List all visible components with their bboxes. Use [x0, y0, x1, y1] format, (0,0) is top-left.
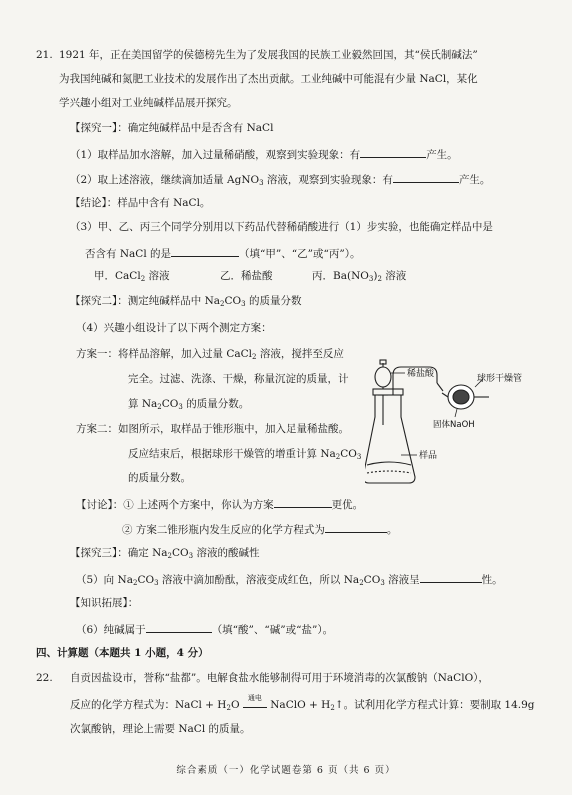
- plan-1-text-c: 算 Na: [128, 398, 158, 410]
- option-b: 乙．稀盐酸: [220, 270, 273, 282]
- option-a-text: 甲．CaCl: [94, 270, 141, 282]
- subscript: 2: [226, 704, 231, 712]
- label-sample: 样品: [419, 451, 438, 461]
- step-2: [70, 171, 490, 187]
- plan-2-text-b: CO: [340, 448, 357, 460]
- discussion-2-suffix: 。: [386, 524, 398, 536]
- plan-1-line-2: 完全。过滤、洗涤、干燥，称量沉淀的质量，计: [128, 373, 349, 385]
- step-5: [76, 571, 503, 587]
- label-dilute-hcl: 稀盐酸: [407, 369, 435, 379]
- subscript: 2: [330, 704, 335, 712]
- option-a-suffix: 溶液: [145, 270, 170, 282]
- section-4-heading: 四、计算题（本题共 1 小题，4 分）: [36, 647, 209, 659]
- step-6-suffix: （填“酸”、“碱”或“盐”）。: [211, 624, 334, 636]
- explore-2-suffix: 的质量分数: [245, 295, 302, 307]
- subscript: 3: [178, 403, 183, 411]
- subscript: 3: [154, 579, 159, 587]
- q22-equation-right: NaClO + H: [266, 699, 331, 711]
- q22-line-2-tail: ↑。试利用化学方程式计算：要制取 14.9g: [334, 699, 535, 711]
- discussion-1-suffix: 更优。: [331, 499, 364, 511]
- plan-2-line-3: 的质量分数。: [128, 472, 191, 484]
- conical-flask-icon: [365, 389, 415, 483]
- explore-2-text-b: CO: [224, 295, 242, 307]
- subscript: 2: [335, 453, 341, 461]
- subscript: 3: [188, 552, 194, 560]
- question-22-number: 22.: [36, 672, 53, 684]
- answer-blank-2[interactable]: [393, 171, 459, 183]
- step-3-line-1: （3）甲、乙、丙三个同学分别用以下药品代替稀硝酸进行（1）步实验，也能确定样品中是: [70, 221, 493, 233]
- option-c-text-b: ): [373, 270, 378, 282]
- answer-blank-1[interactable]: [360, 146, 426, 158]
- step-5-text: （5）向 Na: [76, 574, 133, 586]
- discussion-1-text: 【讨论】：① 上述两个方案中，你认为方案: [76, 499, 274, 511]
- explore-2-text: 【探究二】：测定纯碱样品中 Na: [70, 295, 221, 307]
- step-6: [76, 621, 333, 637]
- reaction-condition: 通电: [247, 694, 262, 702]
- answer-blank-4[interactable]: [274, 496, 332, 508]
- reaction-arrow: [243, 694, 267, 708]
- q22-line-2: [70, 694, 535, 712]
- option-a: [94, 269, 170, 283]
- q22-line-3: 次氯酸钠，理论上需要 NaCl 的质量。: [70, 723, 251, 735]
- plan-2-line-1: 方案二：如图所示，取样品于锥形瓶中，加入足量稀盐酸。: [76, 423, 349, 435]
- subscript: 3: [356, 453, 362, 461]
- answer-blank-7[interactable]: [146, 621, 212, 633]
- subscript: 2: [167, 552, 173, 560]
- plan-1-text: 方案一：将样品溶解，加入过量 CaCl: [76, 348, 253, 360]
- subscript: 2: [252, 353, 257, 361]
- subscript: 2: [220, 300, 225, 308]
- q21-intro-line-1: 1921 年，正在美国留学的侯德榜先生为了发展我国的民族工业毅然回国，其“侯氏制碱法”: [59, 49, 478, 61]
- apparatus-diagram: [365, 355, 545, 495]
- knowledge-heading: 【知识拓展】：: [70, 597, 139, 609]
- plan-1-suffix: 的质量分数。: [182, 398, 250, 410]
- answer-blank-3[interactable]: [171, 245, 239, 257]
- discussion-1: [76, 496, 363, 512]
- explore-3-text-b: CO: [172, 547, 189, 559]
- explore-1-heading: 【探究一】：确定纯碱样品中是否含有 NaCl: [70, 122, 274, 134]
- label-solid-naoh: 固体NaOH: [433, 420, 475, 430]
- subscript: 2: [157, 403, 162, 411]
- explore-3-text: 【探究三】：确定 Na: [70, 547, 168, 559]
- page-footer: 综合素质（一）化学试题卷第 6 页（共 6 页）: [176, 765, 396, 776]
- answer-blank-6[interactable]: [420, 571, 482, 583]
- q22-equation-o: O: [230, 699, 240, 711]
- plan-1-line-1: [76, 347, 344, 361]
- step-5-text-c: 溶液中滴加酚酞，溶液变成红色，所以 Na: [158, 574, 360, 586]
- label-drying-tube: 球形干燥管: [477, 374, 523, 384]
- step-2-suffix: 产生。: [458, 174, 491, 186]
- step-1-suffix: 产生。: [426, 149, 458, 161]
- conclusion: 【结论】：样品中含有 NaCl。: [70, 197, 211, 209]
- step-5-text-d: CO: [363, 574, 381, 586]
- question-21-number: 21.: [36, 49, 53, 61]
- plan-2-text: 反应结束后，根据球形干燥管的增重计算 Na: [128, 448, 336, 460]
- drying-tube-icon: [437, 383, 489, 409]
- discussion-2-text: ② 方案二锥形瓶内发生反应的化学方程式为: [122, 524, 325, 536]
- subscript: 2: [132, 579, 138, 587]
- subscript: 2: [359, 579, 364, 587]
- plan-1-text-d: CO: [161, 398, 179, 410]
- subscript: 2: [140, 275, 146, 283]
- step-1: [70, 146, 458, 162]
- step-3-text: 否含有 NaCl 的是: [85, 248, 172, 260]
- explore-3-suffix: 溶液的酸碱性: [193, 547, 260, 559]
- step-5-text-b: CO: [137, 574, 155, 586]
- discussion-2: [122, 521, 397, 537]
- plan-1-line-3: [128, 397, 249, 411]
- subscript: 3: [368, 275, 374, 283]
- plan-1-text-b: 溶液，搅拌至反应: [256, 348, 344, 360]
- option-c-text: 丙．Ba(NO: [312, 270, 369, 282]
- q22-line-1: 自贡因盐设市，誉称“盐都”。电解食盐水能够制得可用于环境消毒的次氯酸钠（NaClO），: [70, 672, 489, 684]
- q21-intro-line-3: 学兴趣小组对工业纯碱样品展开探究。: [59, 97, 238, 109]
- step-1-text: （1）取样品加水溶解，加入过量稀硝酸，观察到实验现象：有: [70, 149, 361, 161]
- option-c: [312, 269, 406, 283]
- subscript: 3: [241, 300, 246, 308]
- step-3-suffix: （填“甲”、“乙”或“丙”）。: [239, 248, 361, 260]
- step-2-text: （2）取上述溶液，继续滴加适量 AgNO: [70, 174, 260, 186]
- step-5-text-e: 溶液呈: [384, 574, 420, 586]
- step-6-text: （6）纯碱属于: [76, 624, 146, 636]
- subscript: 3: [259, 179, 264, 187]
- step-2-text-b: 溶液，观察到实验现象：有: [263, 174, 393, 186]
- step-3-line-2: [85, 245, 360, 261]
- step-4: （4）兴趣小组设计了以下两个测定方案：: [76, 322, 272, 334]
- q21-intro-line-2: 为我国纯碱和氮肥工业技术的发展作出了杰出贡献。工业纯碱中可能混有少量 NaCl，某化: [59, 73, 478, 85]
- plan-2-line-2: [128, 447, 361, 461]
- explore-3-heading: [70, 546, 259, 560]
- q22-equation-left: 反应的化学方程式为：NaCl + H: [70, 699, 227, 711]
- option-c-suffix: 溶液: [381, 270, 407, 282]
- subscript: 2: [377, 275, 382, 283]
- subscript: 3: [380, 579, 385, 587]
- explore-2-heading: [70, 294, 301, 308]
- answer-blank-5[interactable]: [325, 521, 387, 533]
- equals-line: [243, 707, 267, 708]
- step-5-suffix: 性。: [481, 574, 503, 586]
